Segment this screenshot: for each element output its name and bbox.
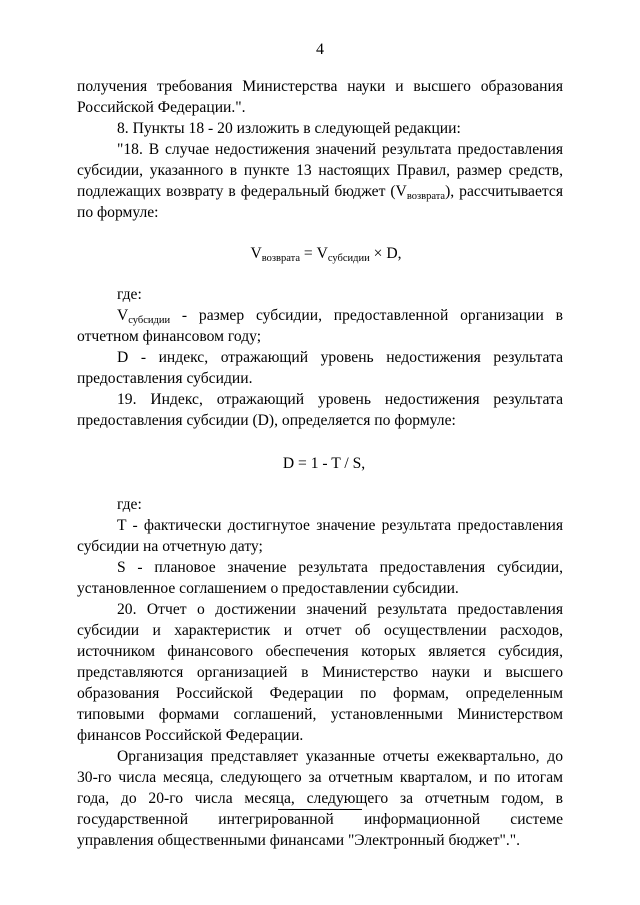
- footer-divider: [278, 809, 362, 810]
- paragraph-item-18-text: "18. В случае недостижения значений результата предоставления субсидии, указанного в пункте 13 настоящих Правил, размер средств, подлежащих возврату в федеральный бюджет (V: [77, 141, 563, 200]
- definition-s: S - плановое значение результата предоставления субсидии, установленное соглашением о предоставлении субсидии.: [77, 559, 563, 597]
- formula-sub-vozvrata: возврата: [261, 253, 301, 264]
- paragraph-reporting-deadlines: Организация представляет указанные отчеты ежеквартально, до 30-го числа месяца, следующего за отчетным кварталом, и по итогам года, до 20-го числа месяца, следующего за отчетным годом, в государственной интегрированной информационной системе управления общественными финансами "Электронный бюджет".".: [77, 748, 563, 849]
- definition-sub-subsidii: субсидии: [128, 315, 171, 326]
- page-number: 4: [316, 41, 324, 58]
- paragraph-item-20: 20. Отчет о достижении значений результата предоставления субсидии и характеристик и отчет об осуществлении расходов, источником финансового обеспечения которых является субсидия, представляются организацией в Министерство науки и высшего образования Российской Федерации по формам, определенным типовыми формами соглашений, установленными Министерством финансов Российской Федерации.: [77, 601, 563, 744]
- paragraph-item-19: 19. Индекс, отражающий уровень недостижения результата предоставления субсидии (D), определяется по формуле:: [77, 391, 563, 429]
- paragraph-item-18: [77, 139, 563, 223]
- document-body: [77, 76, 563, 851]
- definition-v-subsidii: [77, 305, 563, 347]
- definition-d: D - индекс, отражающий уровень недостижения результата предоставления субсидии.: [77, 349, 563, 387]
- where-label-2: где:: [117, 496, 142, 513]
- formula-v: V: [250, 245, 262, 262]
- subscript-vozvrata: возврата: [406, 191, 446, 202]
- definition-t: T - фактически достигнутое значение результата предоставления субсидии на отчетную дату;: [77, 517, 563, 555]
- definition-v: V: [117, 307, 129, 324]
- paragraph-item-8: 8. Пункты 18 - 20 изложить в следующей редакции:: [117, 120, 461, 137]
- formula-equals-v: = V: [300, 245, 328, 262]
- definition-v-text: - размер субсидии, предоставленной организации в отчетном финансовом году;: [77, 307, 563, 345]
- formula-index-d: D = 1 - T / S,: [282, 455, 366, 472]
- formula-times-d: × D,: [369, 245, 402, 262]
- where-label-1: где:: [117, 286, 142, 303]
- formula-sub-subsidii: субсидии: [327, 253, 370, 264]
- formula-return-amount: [77, 243, 563, 264]
- paragraph-continuation: получения требования Министерства науки и высшего образования Российской Федерации.".: [77, 78, 563, 116]
- paragraph-item-18-tail: ), рассчитывается по формуле:: [77, 183, 563, 221]
